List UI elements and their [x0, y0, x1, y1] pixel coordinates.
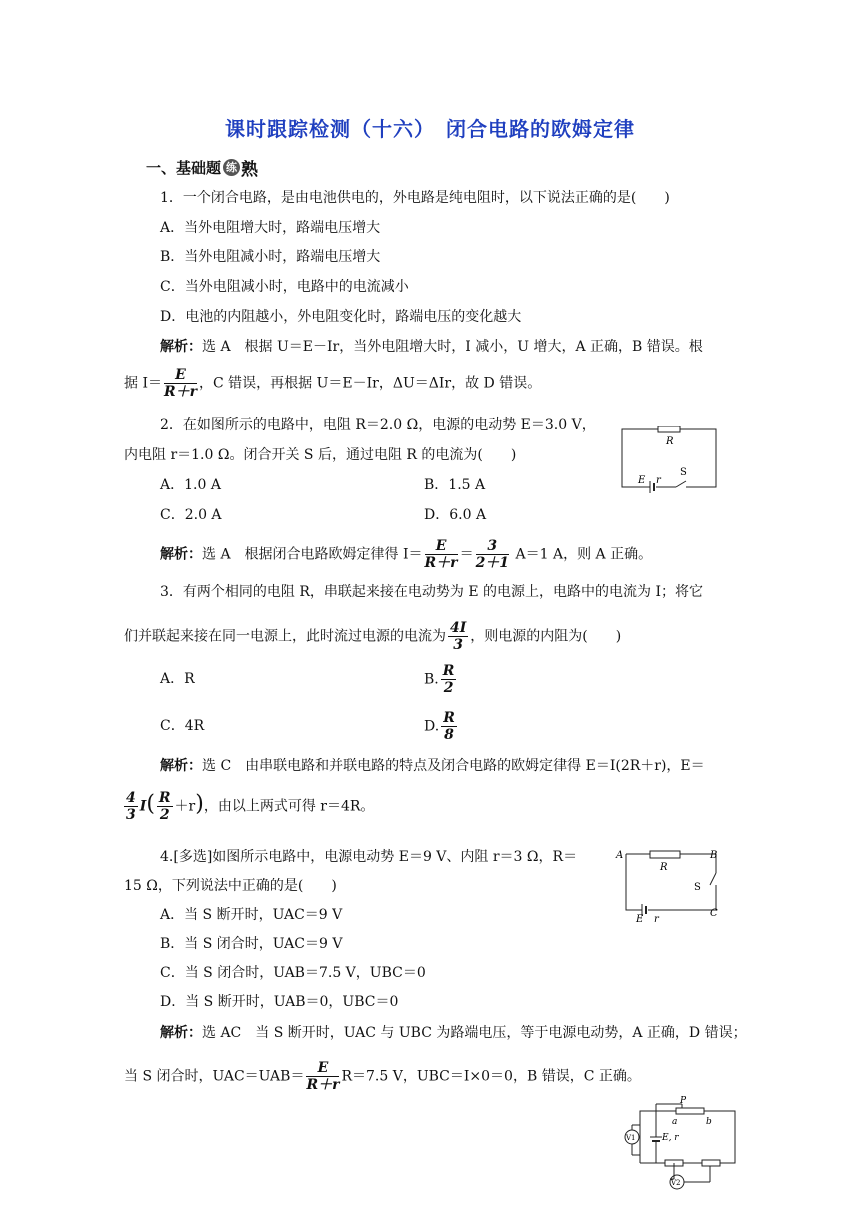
solution-label: 解析：: [160, 546, 202, 563]
q4-fig-label-R: R: [660, 862, 668, 873]
q2-fig-label-r: r: [656, 475, 661, 486]
q4-sol1: 选 AC 当 S 断开时，UAC 与 UBC 为路端电压，等于电源电动势，A 正确，D 错误；: [202, 1025, 747, 1041]
q2-fraction-1: [425, 538, 458, 571]
q4-fig-label-B: B: [710, 850, 718, 861]
q4-frac-den: R＋r: [306, 1077, 340, 1093]
q4-frac-num: E: [306, 1060, 339, 1077]
section-label: 一、基础题: [146, 159, 222, 177]
q2-option-a: A．1.0 A: [160, 477, 221, 493]
q3-sol-inner-den: 2: [159, 807, 170, 823]
q3-b-den: 2: [443, 680, 454, 696]
q2-option-c: C．2.0 A: [160, 507, 222, 523]
q3-sol-mid: I: [139, 798, 147, 815]
voltmeter-2-icon: V2: [671, 1179, 681, 1187]
q4-fig-label-S: S: [694, 882, 701, 893]
practice-badge-icon: 练: [223, 159, 240, 176]
q2-sol-pre: 选 A 根据闭合电路欧姆定律得 I＝: [202, 546, 423, 563]
q3-option-c: C．4R: [160, 718, 205, 734]
q5-circuit-diagram: [620, 1095, 740, 1190]
q3-stem-frac-num: 4I: [450, 620, 467, 636]
voltmeter-1-icon: V1: [626, 1134, 636, 1142]
q3-b-fraction: [441, 663, 457, 696]
q1-option-a: A．当外电阻增大时，路端电压增大: [160, 220, 381, 236]
q2-sol-eq: ＝: [459, 546, 474, 563]
q1-solution-line2: [124, 367, 541, 400]
q4-fig-label-C: C: [710, 908, 718, 919]
q2-option-b: B．1.5 A: [424, 477, 486, 493]
q4-fig-label-E: E: [636, 914, 644, 923]
q3-sol-inner-post: ＋r: [174, 798, 196, 815]
q4-circuit-diagram: [614, 843, 724, 923]
section-heading: [146, 155, 258, 180]
q4-sol2-pre: 当 S 闭合时，UAC＝UAB＝: [124, 1068, 305, 1085]
q3-option-b: [424, 663, 458, 696]
q2-frac2-num: 3: [476, 538, 509, 555]
q5-fig-label-er: E, r: [662, 1133, 679, 1143]
q1-solution-text: 选 A 根据 U＝E－Ir，当外电阻增大时，I 减小，U 增大，A 正确，B 错误。根: [202, 339, 703, 355]
q3-b-num: R: [442, 663, 455, 679]
q2-stem-line1: 2．在如图所示的电路中，电阻 R＝2.0 Ω，电源的电动势 E＝3.0 V，: [160, 417, 596, 433]
q1-frac-den: R＋r: [163, 384, 197, 400]
q3-b-pre: B.: [424, 671, 439, 688]
q4-fig-label-r: r: [654, 914, 659, 923]
q4-sol2-post: R＝7.5 V，UBC＝I×0＝0，B 错误，C 正确。: [341, 1068, 641, 1085]
solution-label: 解析：: [160, 339, 202, 355]
q4-option-d: D．当 S 断开时，UAB＝0，UBC＝0: [160, 994, 399, 1010]
q4-fraction: [306, 1060, 339, 1093]
q3-d-fraction: [441, 710, 457, 743]
q4-stem-line2: 15 Ω，下列说法中正确的是( ): [124, 878, 337, 894]
q3-sol-inner-fraction: [157, 790, 173, 823]
q5-fig-label-P: P: [680, 1096, 687, 1106]
q3-sol-frac-den: 3: [126, 807, 136, 823]
q1-option-c: C．当外电阻减小时，电路中的电流减小: [160, 279, 409, 295]
q3-sol-fraction: [124, 790, 138, 823]
q5-fig-label-b: b: [706, 1117, 712, 1127]
q1-solution-line1: [160, 338, 703, 356]
q1-option-d: D．电池的内阻越小，外电阻变化时，路端电压的变化越大: [160, 309, 522, 325]
q3-stem2-pre: 们并联起来接在同一电源上，此时流过电源的电流为: [124, 628, 446, 645]
q4-stem-line1: 4.[多选]如图所示电路中，电源电动势 E＝9 V、内阻 r＝3 Ω，R＝: [160, 849, 578, 865]
q2-frac1-den: R＋r: [424, 555, 458, 571]
page-title: 课时跟踪检测（十六） 闭合电路的欧姆定律: [225, 117, 635, 141]
q3-stem-frac-den: 3: [453, 637, 464, 653]
q3-stem-fraction: [448, 620, 468, 653]
q3-sol1: 选 C 由串联电路和并联电路的特点及闭合电路的欧姆定律得 E＝I(2R＋r)，E＝: [202, 758, 705, 774]
q3-sol2-post: ，由以上两式可得 r＝4R。: [203, 798, 375, 815]
q3-solution-line2: $\frac{4}{3}$ I( $\frac{R}{2}$ ＋r)，由以上两式可得 r＝4R。: [126, 790, 375, 823]
q4-option-c: C．当 S 闭合时，UAB＝7.5 V，UBC＝0: [160, 965, 426, 981]
q3-sol-frac-num: 4: [126, 790, 136, 806]
q4-solution-line2: [124, 1060, 641, 1093]
q1-sol2-post: ，C 错误，再根据 U＝E－Ir，ΔU＝ΔIr，故 D 错误。: [199, 375, 542, 392]
q3-option-d: [424, 710, 459, 743]
q3-sol-inner-num: R: [158, 790, 171, 806]
q2-frac2-den: 2＋1: [475, 555, 510, 571]
q4-option-b: B．当 S 闭合时，UAC＝9 V: [160, 936, 343, 952]
q2-option-d: D．6.0 A: [424, 507, 487, 523]
q1-sol2-pre: 据 I＝: [124, 375, 162, 392]
q2-fig-label-R: R: [666, 436, 674, 447]
q3-stem-line1: 3．有两个相同的电阻 R，串联起来接在电动势为 E 的电源上，电路中的电流为 I；将它: [160, 584, 703, 600]
section-badge-text: 熟: [241, 160, 259, 180]
q2-fig-label-S: S: [680, 467, 687, 478]
q3-stem-line2: [124, 620, 621, 653]
q1-fraction: [164, 367, 197, 400]
q1-stem: 1．一个闭合电路，是由电池供电的，外电路是纯电阻时，以下说法正确的是( ): [160, 190, 670, 206]
q1-frac-num: E: [164, 367, 197, 384]
q3-d-den: 8: [444, 727, 454, 743]
q4-fig-label-A: A: [616, 850, 624, 861]
q1-option-b: B．当外电阻减小时，路端电压增大: [160, 249, 381, 265]
q3-solution-line1: [160, 757, 705, 775]
q5-fig-label-a: a: [672, 1117, 678, 1127]
q3-d-num: R: [443, 710, 455, 726]
q4-solution-line1: [160, 1024, 747, 1042]
q2-fraction-2: [476, 538, 509, 571]
q2-solution: [160, 538, 652, 571]
q2-circuit-diagram: [620, 426, 720, 496]
q3-option-a: A．R: [160, 671, 195, 687]
q4-option-a: A．当 S 断开时，UAC＝9 V: [160, 907, 343, 923]
q3-stem2-post: ，则电源的内阻为( ): [470, 628, 622, 645]
q2-fig-label-E: E: [638, 475, 646, 486]
q3-d-pre: D.: [424, 718, 440, 735]
solution-label: 解析：: [160, 758, 202, 774]
q2-stem-line2: 内电阻 r＝1.0 Ω。闭合开关 S 后，通过电阻 R 的电流为( ): [124, 447, 517, 463]
q2-sol-post: A＝1 A，则 A 正确。: [511, 546, 653, 563]
solution-label: 解析：: [160, 1025, 202, 1041]
q2-frac1-num: E: [425, 538, 458, 555]
